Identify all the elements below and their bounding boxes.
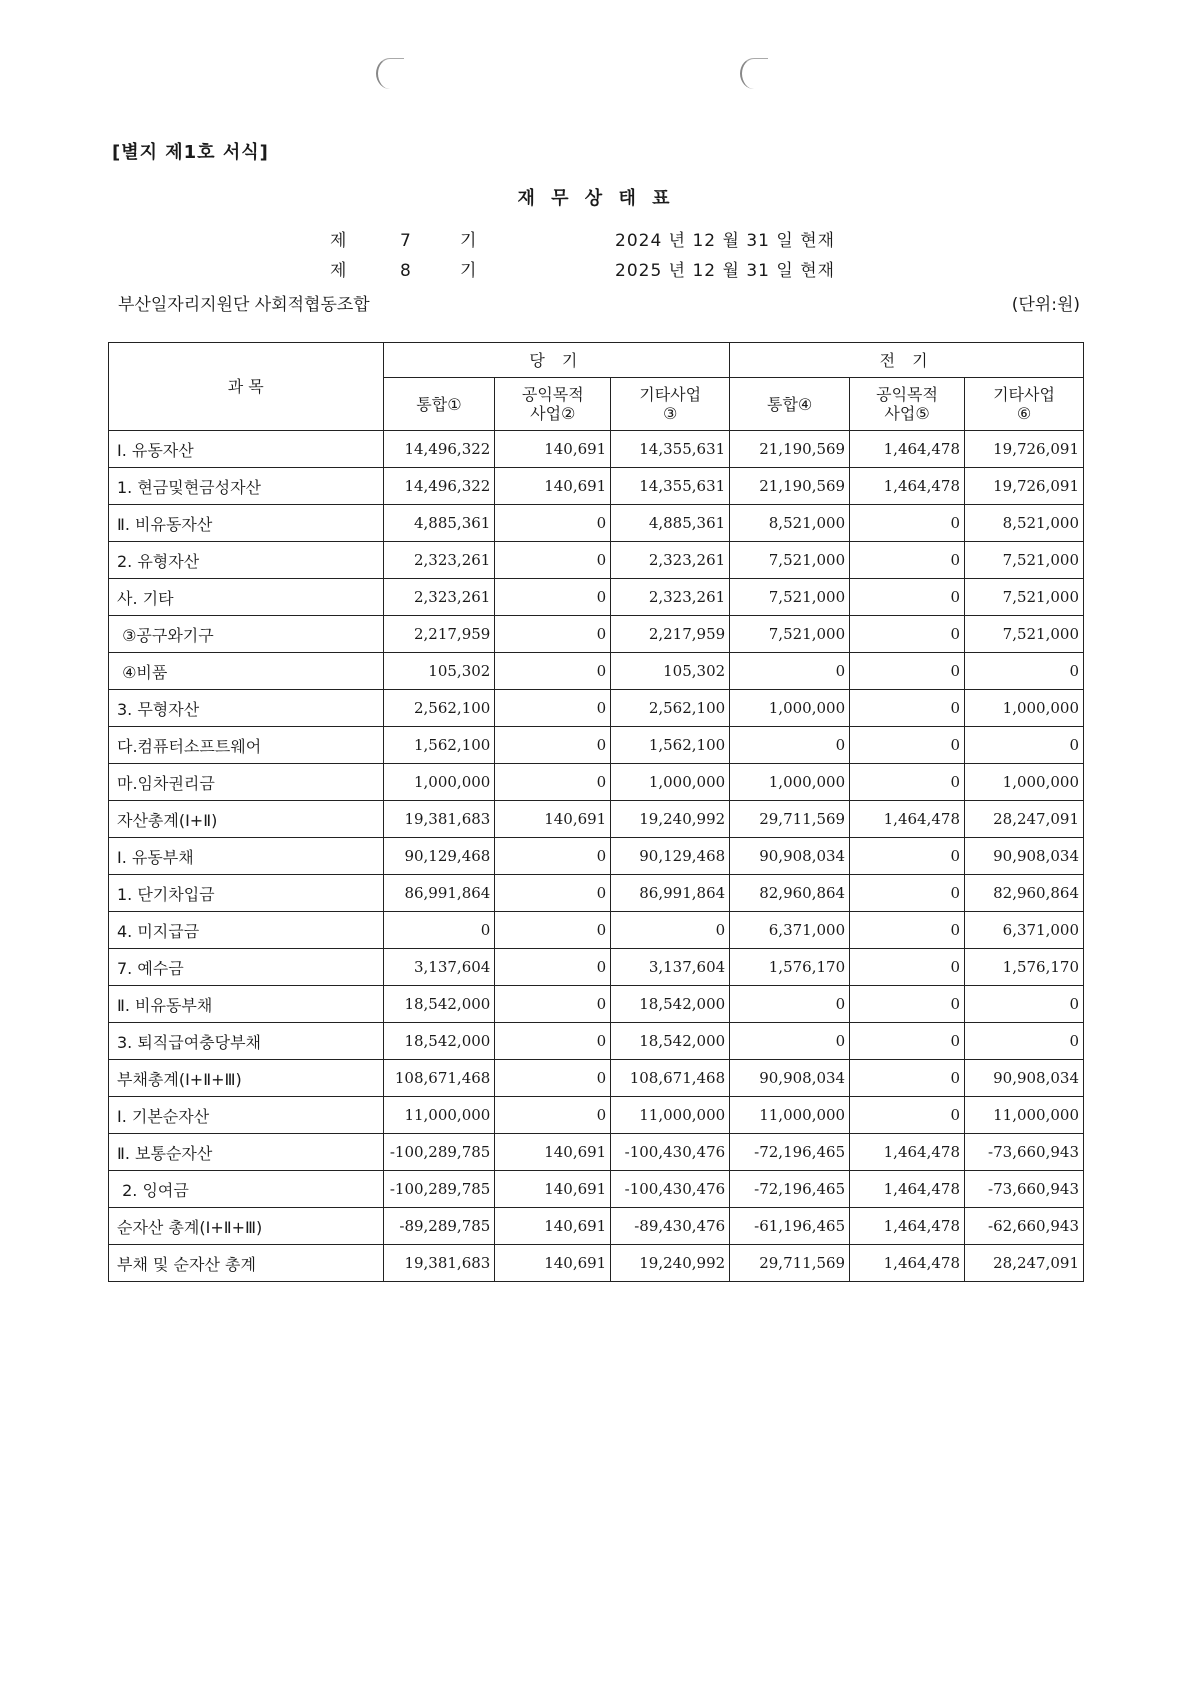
table-row <box>109 431 1084 468</box>
amount-cell: 0 <box>495 616 611 653</box>
table-row <box>109 1171 1084 1208</box>
amount-cell: 29,711,569 <box>730 1245 850 1282</box>
amount-cell: 1,464,478 <box>850 468 965 505</box>
amount-cell: 0 <box>495 838 611 875</box>
amount-cell: 0 <box>850 912 965 949</box>
amount-cell: 0 <box>495 579 611 616</box>
amount-cell: 0 <box>850 764 965 801</box>
amount-cell: 140,691 <box>495 1208 611 1245</box>
amount-cell: 0 <box>495 690 611 727</box>
punch-hole-right <box>740 58 768 89</box>
amount-cell: -100,430,476 <box>611 1171 730 1208</box>
amount-cell: 0 <box>495 727 611 764</box>
amount-cell: 3,137,604 <box>383 949 495 986</box>
amount-cell: 19,240,992 <box>611 801 730 838</box>
account-cell: 1. 현금및현금성자산 <box>109 468 384 505</box>
account-cell: Ⅰ. 유동자산 <box>109 431 384 468</box>
organization-name: 부산일자리지원단 사회적협동조합 <box>118 295 370 315</box>
amount-cell: 14,496,322 <box>383 431 495 468</box>
amount-cell: 14,355,631 <box>611 468 730 505</box>
amount-cell: 0 <box>495 912 611 949</box>
account-cell: ④비품 <box>109 653 384 690</box>
amount-cell: 8,521,000 <box>964 505 1083 542</box>
amount-cell: 7,521,000 <box>964 616 1083 653</box>
amount-cell: -62,660,943 <box>964 1208 1083 1245</box>
amount-cell: 8,521,000 <box>730 505 850 542</box>
amount-cell: -73,660,943 <box>964 1171 1083 1208</box>
amount-cell: -72,196,465 <box>730 1134 850 1171</box>
table-row <box>109 1097 1084 1134</box>
column-header: 공익목적 사업② <box>495 378 611 431</box>
table-row <box>109 1023 1084 1060</box>
table-row <box>109 875 1084 912</box>
amount-cell: 1,464,478 <box>850 1208 965 1245</box>
amount-cell: 21,190,569 <box>730 468 850 505</box>
amount-cell: 0 <box>495 875 611 912</box>
amount-cell: 1,562,100 <box>383 727 495 764</box>
amount-cell: 11,000,000 <box>730 1097 850 1134</box>
amount-cell: 90,129,468 <box>611 838 730 875</box>
amount-cell: 1,000,000 <box>964 764 1083 801</box>
table-row <box>109 1245 1084 1282</box>
table-row <box>109 949 1084 986</box>
amount-cell: 0 <box>850 838 965 875</box>
amount-cell: 19,240,992 <box>611 1245 730 1282</box>
amount-cell: 19,381,683 <box>383 1245 495 1282</box>
amount-cell: 11,000,000 <box>964 1097 1083 1134</box>
amount-cell: -73,660,943 <box>964 1134 1083 1171</box>
period-label: 제 <box>330 231 347 251</box>
amount-cell: 140,691 <box>495 1134 611 1171</box>
amount-cell: 0 <box>850 949 965 986</box>
amount-cell: 0 <box>850 616 965 653</box>
account-cell: Ⅱ. 비유동부채 <box>109 986 384 1023</box>
account-cell: ③공구와기구 <box>109 616 384 653</box>
column-header: 통합④ <box>730 378 850 431</box>
amount-cell: 2,217,959 <box>611 616 730 653</box>
amount-cell: 0 <box>495 505 611 542</box>
amount-cell: 1,000,000 <box>730 690 850 727</box>
amount-cell: 4,885,361 <box>383 505 495 542</box>
amount-cell: 1,000,000 <box>964 690 1083 727</box>
amount-cell: 0 <box>495 764 611 801</box>
current-period-header: 당 기 <box>383 343 730 378</box>
amount-cell: 6,371,000 <box>964 912 1083 949</box>
amount-cell: 90,908,034 <box>964 838 1083 875</box>
account-header: 과 목 <box>109 343 384 431</box>
amount-cell: 0 <box>730 986 850 1023</box>
column-header: 기타사업 ⑥ <box>964 378 1083 431</box>
table-row <box>109 505 1084 542</box>
amount-cell: 105,302 <box>611 653 730 690</box>
amount-cell: 19,726,091 <box>964 431 1083 468</box>
amount-cell: 7,521,000 <box>730 579 850 616</box>
period-date: 2024 년 12 월 31 일 현재 <box>615 231 836 251</box>
table-row <box>109 1060 1084 1097</box>
amount-cell: 7,521,000 <box>730 616 850 653</box>
period-label: 제 <box>330 261 347 281</box>
amount-cell: -61,196,465 <box>730 1208 850 1245</box>
amount-cell: 0 <box>850 579 965 616</box>
amount-cell: 2,323,261 <box>383 579 495 616</box>
amount-cell: 0 <box>495 1097 611 1134</box>
amount-cell: 28,247,091 <box>964 801 1083 838</box>
amount-cell: 11,000,000 <box>383 1097 495 1134</box>
table-row <box>109 727 1084 764</box>
amount-cell: 0 <box>495 1023 611 1060</box>
amount-cell: 0 <box>495 949 611 986</box>
amount-cell: 0 <box>611 912 730 949</box>
table-row <box>109 801 1084 838</box>
amount-cell: 2,217,959 <box>383 616 495 653</box>
amount-cell: 0 <box>964 727 1083 764</box>
amount-cell: 140,691 <box>495 1245 611 1282</box>
amount-cell: 7,521,000 <box>730 542 850 579</box>
account-cell: 다.컴퓨터소프트웨어 <box>109 727 384 764</box>
amount-cell: 7,521,000 <box>964 542 1083 579</box>
table-row <box>109 542 1084 579</box>
amount-cell: 7,521,000 <box>964 579 1083 616</box>
amount-cell: 14,355,631 <box>611 431 730 468</box>
amount-cell: 2,323,261 <box>383 542 495 579</box>
amount-cell: 140,691 <box>495 1171 611 1208</box>
unit-label: (단위:원) <box>1011 295 1080 315</box>
amount-cell: 1,464,478 <box>850 1134 965 1171</box>
amount-cell: 19,381,683 <box>383 801 495 838</box>
account-cell: Ⅰ. 기본순자산 <box>109 1097 384 1134</box>
account-cell: 자산총계(Ⅰ+Ⅱ) <box>109 801 384 838</box>
amount-cell: 18,542,000 <box>383 986 495 1023</box>
column-header: 공익목적 사업⑤ <box>850 378 965 431</box>
account-cell: 부채총계(Ⅰ+Ⅱ+Ⅲ) <box>109 1060 384 1097</box>
amount-cell: 82,960,864 <box>964 875 1083 912</box>
amount-cell: 14,496,322 <box>383 468 495 505</box>
amount-cell: -89,289,785 <box>383 1208 495 1245</box>
amount-cell: 18,542,000 <box>611 1023 730 1060</box>
amount-cell: 0 <box>850 690 965 727</box>
amount-cell: 6,371,000 <box>730 912 850 949</box>
amount-cell: 0 <box>850 1097 965 1134</box>
account-cell: 부채 및 순자산 총계 <box>109 1245 384 1282</box>
table-row <box>109 616 1084 653</box>
amount-cell: 90,908,034 <box>730 838 850 875</box>
period-suffix: 기 <box>460 231 477 251</box>
amount-cell: 108,671,468 <box>383 1060 495 1097</box>
amount-cell: 108,671,468 <box>611 1060 730 1097</box>
amount-cell: 0 <box>495 1060 611 1097</box>
amount-cell: 0 <box>850 986 965 1023</box>
table-row <box>109 838 1084 875</box>
account-cell: Ⅰ. 유동부채 <box>109 838 384 875</box>
amount-cell: 1,000,000 <box>611 764 730 801</box>
amount-cell: 28,247,091 <box>964 1245 1083 1282</box>
amount-cell: 1,464,478 <box>850 1171 965 1208</box>
amount-cell: 29,711,569 <box>730 801 850 838</box>
table-row <box>109 1208 1084 1245</box>
amount-cell: 0 <box>850 542 965 579</box>
amount-cell: 2,562,100 <box>611 690 730 727</box>
amount-cell: 0 <box>850 727 965 764</box>
period-line-8 <box>330 256 835 281</box>
table-row <box>109 1134 1084 1171</box>
amount-cell: 86,991,864 <box>611 875 730 912</box>
amount-cell: 0 <box>495 542 611 579</box>
period-number: 8 <box>400 261 411 281</box>
period-number: 7 <box>400 231 411 251</box>
financial-position-table <box>108 342 1084 1282</box>
amount-cell: 0 <box>850 1023 965 1060</box>
period-date: 2025 년 12 월 31 일 현재 <box>615 261 836 281</box>
period-line-7 <box>330 226 835 251</box>
table-row <box>109 690 1084 727</box>
amount-cell: -72,196,465 <box>730 1171 850 1208</box>
amount-cell: 0 <box>964 986 1083 1023</box>
column-header: 통합① <box>383 378 495 431</box>
amount-cell: 2,323,261 <box>611 579 730 616</box>
amount-cell: 140,691 <box>495 801 611 838</box>
amount-cell: 0 <box>730 727 850 764</box>
amount-cell: 0 <box>730 1023 850 1060</box>
account-cell: 사. 기타 <box>109 579 384 616</box>
amount-cell: 140,691 <box>495 468 611 505</box>
amount-cell: -100,430,476 <box>611 1134 730 1171</box>
amount-cell: 0 <box>850 505 965 542</box>
table-row <box>109 468 1084 505</box>
amount-cell: 1,000,000 <box>730 764 850 801</box>
account-cell: 1. 단기차입금 <box>109 875 384 912</box>
punch-hole-left <box>376 58 404 89</box>
amount-cell: 19,726,091 <box>964 468 1083 505</box>
amount-cell: 1,576,170 <box>730 949 850 986</box>
amount-cell: 82,960,864 <box>730 875 850 912</box>
amount-cell: 86,991,864 <box>383 875 495 912</box>
amount-cell: 90,908,034 <box>730 1060 850 1097</box>
amount-cell: 140,691 <box>495 431 611 468</box>
table-row <box>109 764 1084 801</box>
account-cell: 순자산 총계(Ⅰ+Ⅱ+Ⅲ) <box>109 1208 384 1245</box>
prior-period-header: 전 기 <box>730 343 1084 378</box>
amount-cell: 90,908,034 <box>964 1060 1083 1097</box>
table-row <box>109 579 1084 616</box>
account-cell: 7. 예수금 <box>109 949 384 986</box>
account-cell: 2. 잉여금 <box>109 1171 384 1208</box>
amount-cell: -100,289,785 <box>383 1171 495 1208</box>
amount-cell: 0 <box>964 1023 1083 1060</box>
column-header: 기타사업 ③ <box>611 378 730 431</box>
amount-cell: -100,289,785 <box>383 1134 495 1171</box>
amount-cell: 0 <box>964 653 1083 690</box>
amount-cell: 18,542,000 <box>383 1023 495 1060</box>
account-cell: 2. 유형자산 <box>109 542 384 579</box>
amount-cell: 0 <box>730 653 850 690</box>
amount-cell: 90,129,468 <box>383 838 495 875</box>
table-row <box>109 912 1084 949</box>
amount-cell: 1,464,478 <box>850 1245 965 1282</box>
amount-cell: 0 <box>850 1060 965 1097</box>
amount-cell: 0 <box>495 986 611 1023</box>
table-row <box>109 986 1084 1023</box>
document-title: 재 무 상 태 표 <box>517 188 675 209</box>
amount-cell: 2,323,261 <box>611 542 730 579</box>
amount-cell: 1,562,100 <box>611 727 730 764</box>
amount-cell: 11,000,000 <box>611 1097 730 1134</box>
account-cell: Ⅱ. 보통순자산 <box>109 1134 384 1171</box>
amount-cell: 3,137,604 <box>611 949 730 986</box>
amount-cell: 1,464,478 <box>850 431 965 468</box>
table-row <box>109 653 1084 690</box>
amount-cell: 18,542,000 <box>611 986 730 1023</box>
amount-cell: 4,885,361 <box>611 505 730 542</box>
amount-cell: 0 <box>495 653 611 690</box>
amount-cell: 105,302 <box>383 653 495 690</box>
amount-cell: 1,576,170 <box>964 949 1083 986</box>
account-cell: Ⅱ. 비유동자산 <box>109 505 384 542</box>
amount-cell: 1,464,478 <box>850 801 965 838</box>
amount-cell: 0 <box>850 875 965 912</box>
amount-cell: 21,190,569 <box>730 431 850 468</box>
account-cell: 마.임차권리금 <box>109 764 384 801</box>
account-cell: 3. 무형자산 <box>109 690 384 727</box>
account-cell: 3. 퇴직급여충당부채 <box>109 1023 384 1060</box>
period-suffix: 기 <box>460 261 477 281</box>
account-cell: 4. 미지급금 <box>109 912 384 949</box>
amount-cell: 1,000,000 <box>383 764 495 801</box>
amount-cell: 0 <box>383 912 495 949</box>
amount-cell: -89,430,476 <box>611 1208 730 1245</box>
amount-cell: 2,562,100 <box>383 690 495 727</box>
form-label: [별지 제1호 서식] <box>112 142 269 163</box>
amount-cell: 0 <box>850 653 965 690</box>
